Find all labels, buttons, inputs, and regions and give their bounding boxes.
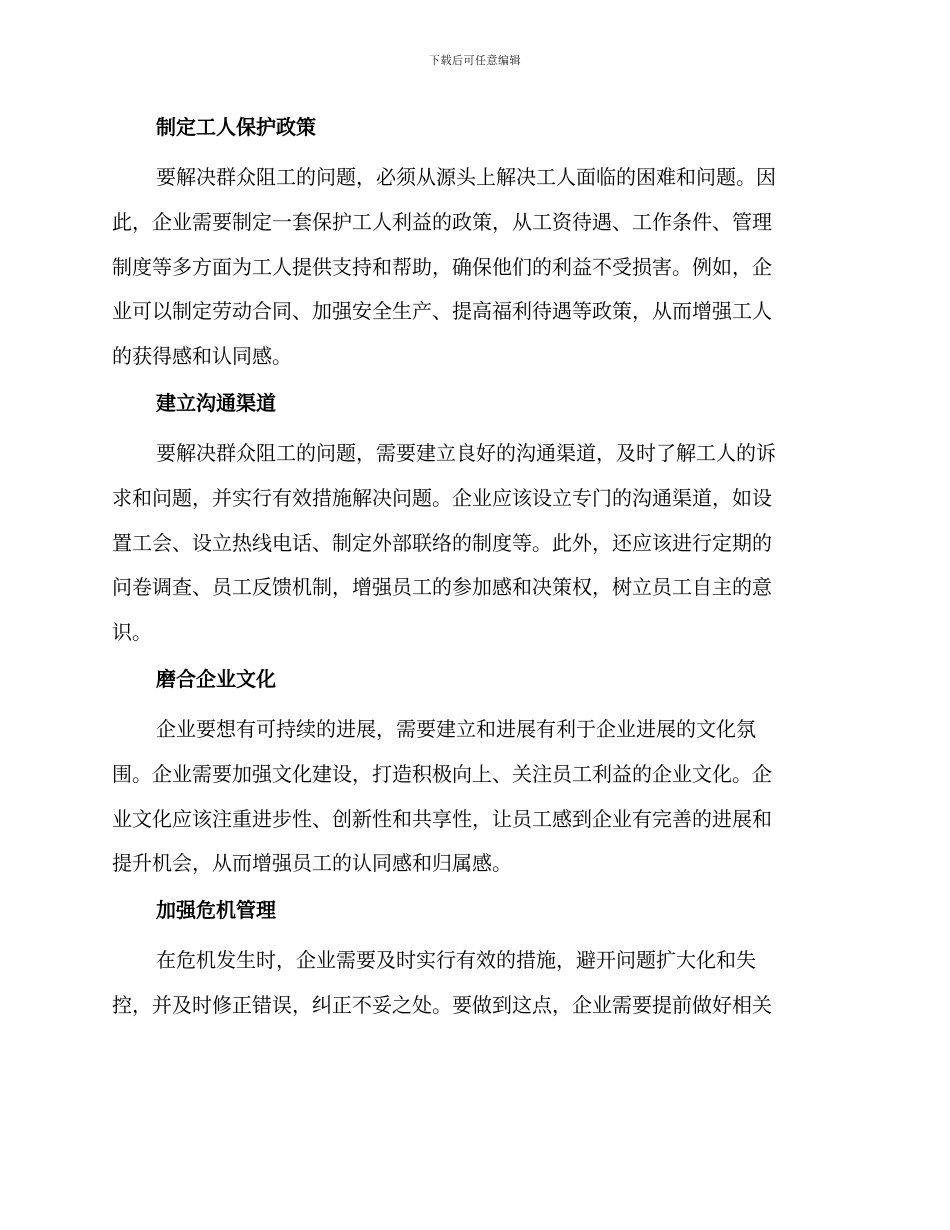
paragraph-line: 的获得感和认同感。 — [112, 344, 292, 369]
section-heading: 建立沟通渠道 — [156, 390, 276, 415]
paragraph-line: 提升机会，从而增强员工的认同感和归属感。 — [112, 851, 512, 876]
paragraph-line: 要解决群众阻工的问题，需要建立良好的沟通渠道，及时了解工人的诉 — [156, 440, 776, 465]
section-paragraph — [112, 938, 832, 1028]
section-heading: 制定工人保护政策 — [156, 115, 316, 139]
paragraph-line: 控，并及时修正错误，纠正不妥之处。要做到这点，企业需要提前做好相关 — [112, 992, 772, 1017]
paragraph-line: 业可以制定劳动合同、加强安全生产、提高福利待遇等政策，从而增强工人 — [112, 299, 772, 324]
paragraph-line: 此，企业需要制定一套保护工人利益的政策，从工资待遇、工作条件、管理 — [112, 209, 772, 234]
paragraph-line: 制度等多方面为工人提供支持和帮助，确保他们的利益不受损害。例如，企 — [112, 254, 772, 279]
paragraph-line: 问卷调查、员工反馈机制，增强员工的参加感和决策权，树立员工自主的意 — [112, 575, 772, 600]
section-paragraph — [112, 707, 832, 886]
section-communication-channels — [112, 388, 832, 655]
paragraph-line: 置工会、设立热线电话、制定外部联络的制度等。此外，还应该进行定期的 — [112, 530, 772, 555]
section-crisis-management — [112, 895, 832, 1028]
paragraph-line: 围。企业需要加强文化建设，打造积极向上、关注员工利益的企业文化。企 — [112, 761, 772, 786]
section-paragraph — [112, 155, 832, 379]
section-heading: 加强危机管理 — [156, 898, 276, 923]
section-corporate-culture — [112, 664, 832, 886]
section-paragraph — [112, 431, 832, 655]
section-worker-protection — [112, 112, 832, 379]
document-body — [112, 112, 832, 1037]
page-header: 下载后可任意编辑 — [429, 54, 521, 67]
paragraph-line: 企业要想有可持续的进展，需要建立和进展有利于企业进展的文化氛 — [156, 716, 756, 741]
paragraph-line: 要解决群众阻工的问题，必须从源头上解决工人面临的困难和问题。因 — [156, 165, 776, 189]
section-heading: 磨合企业文化 — [156, 666, 276, 691]
paragraph-line: 识。 — [112, 620, 152, 645]
paragraph-line: 业文化应该注重进步性、创新性和共享性，让员工感到企业有完善的进展和 — [112, 806, 772, 831]
paragraph-line: 在危机发生时，企业需要及时实行有效的措施，避开问题扩大化和失 — [156, 948, 756, 973]
paragraph-line: 求和问题，并实行有效措施解决问题。企业应该设立专门的沟通渠道，如设 — [112, 485, 772, 510]
